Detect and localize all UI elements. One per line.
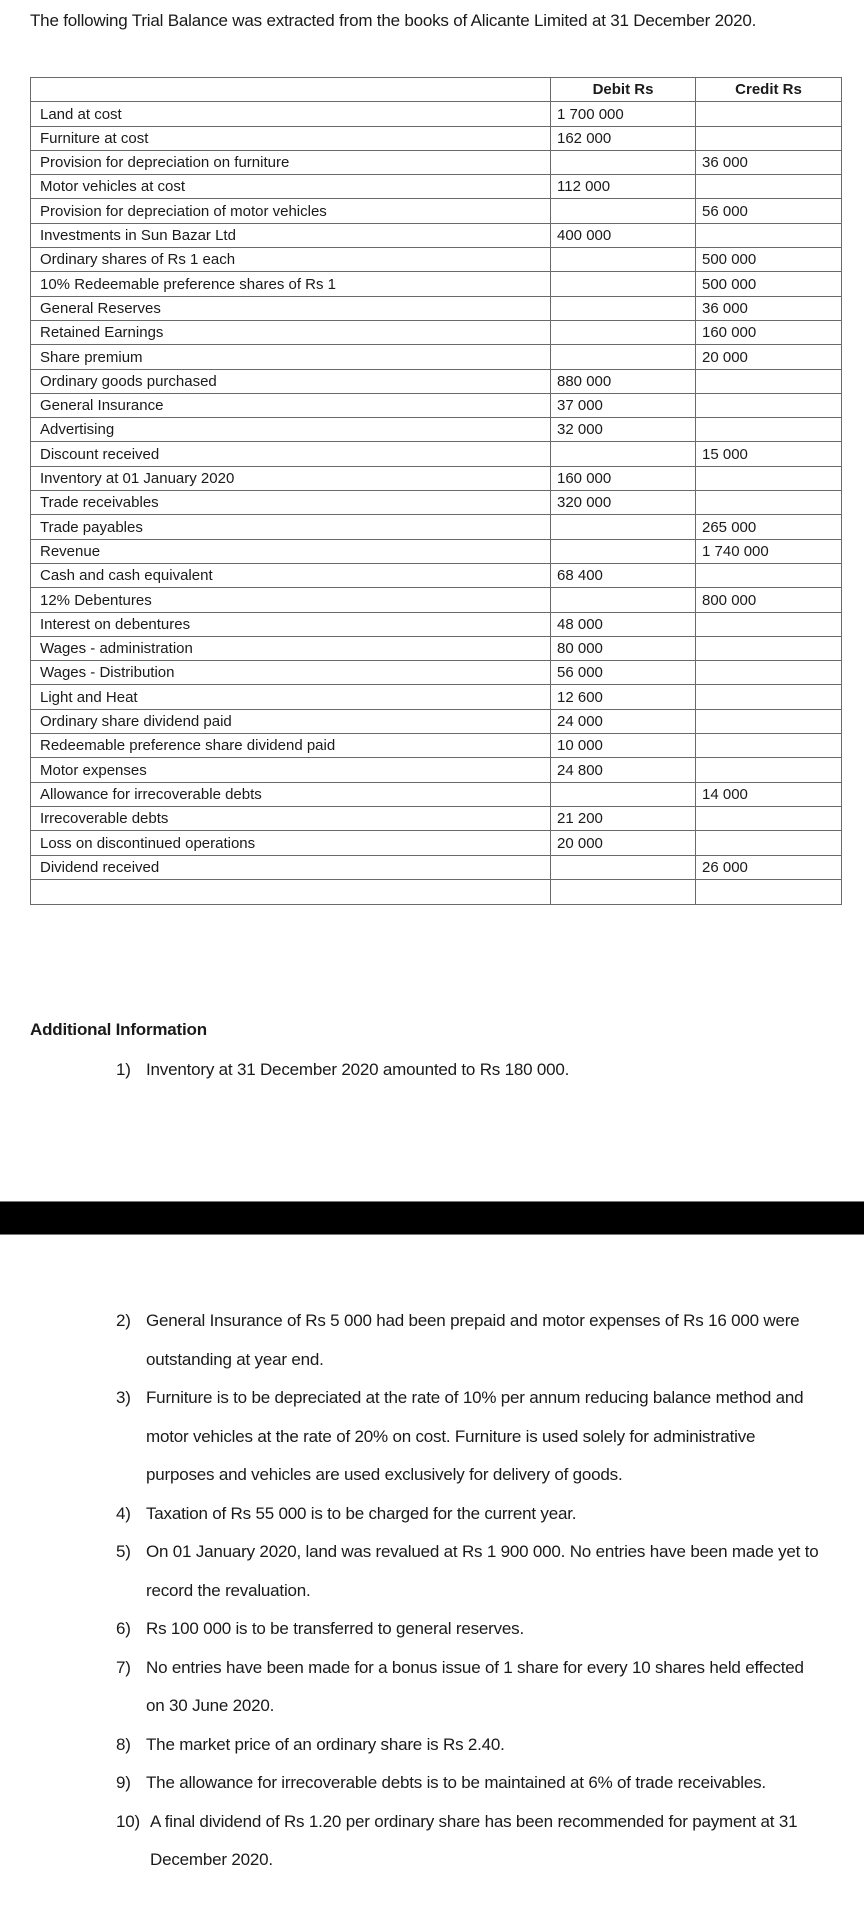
table-row [31, 150, 842, 174]
table-row [31, 612, 842, 636]
row-credit: 36 000 [696, 150, 842, 174]
item-number: 8) [116, 1734, 131, 1754]
row-debit [551, 272, 696, 296]
item-text: No entries have been made for a bonus issue of 1 share for every 10 shares held effected on 30 June 2020. [146, 1657, 804, 1715]
row-description: Ordinary goods purchased [31, 369, 551, 393]
row-credit [696, 223, 842, 247]
row-debit: 112 000 [551, 175, 696, 199]
table-row [31, 175, 842, 199]
row-description: Share premium [31, 345, 551, 369]
row-credit: 26 000 [696, 855, 842, 879]
table-row [31, 442, 842, 466]
row-credit [696, 661, 842, 685]
row-credit [696, 831, 842, 855]
row-description: Cash and cash equivalent [31, 563, 551, 587]
row-description: Land at cost [31, 102, 551, 126]
table-row [31, 248, 842, 272]
item-text: A final dividend of Rs 1.20 per ordinary share has been recommended for payment at 31 December 2020. [150, 1811, 798, 1869]
table-row [31, 102, 842, 126]
row-debit: 24 000 [551, 709, 696, 733]
row-credit: 160 000 [696, 320, 842, 344]
row-description: Furniture at cost [31, 126, 551, 150]
row-debit [551, 515, 696, 539]
row-debit [551, 345, 696, 369]
item-number: 7) [116, 1657, 131, 1677]
item-number: 9) [116, 1773, 131, 1792]
row-description: Advertising [31, 418, 551, 442]
header-credit: Credit Rs [696, 78, 842, 102]
row-debit [551, 296, 696, 320]
table-row [31, 199, 842, 223]
row-credit [696, 102, 842, 126]
header-debit: Debit Rs [551, 78, 696, 102]
table-row [31, 709, 842, 733]
table-row [31, 588, 842, 612]
row-description: 10% Redeemable preference shares of Rs 1 [31, 272, 551, 296]
additional-info-item [0, 1051, 826, 1090]
intro-paragraph: The following Trial Balance was extracted from the books of Alicante Limited at 31 December 2020. [30, 11, 757, 30]
row-description [31, 879, 551, 904]
table-row [31, 466, 842, 490]
additional-info-item [0, 1764, 826, 1803]
row-debit [551, 442, 696, 466]
row-description: Wages - administration [31, 636, 551, 660]
row-description: Motor vehicles at cost [31, 175, 551, 199]
row-debit [551, 879, 696, 904]
row-debit [551, 855, 696, 879]
row-description: Interest on debentures [31, 612, 551, 636]
row-credit [696, 709, 842, 733]
row-description: Loss on discontinued operations [31, 831, 551, 855]
row-debit: 12 600 [551, 685, 696, 709]
item-number: 6) [116, 1619, 131, 1638]
row-credit [696, 466, 842, 490]
item-text: On 01 January 2020, land was revalued at Rs 1 900 000. No entries have been made yet to record the revaluation. [146, 1542, 819, 1600]
additional-info-item [0, 1726, 826, 1765]
row-debit: 21 200 [551, 806, 696, 830]
row-description: Light and Heat [31, 685, 551, 709]
table-row [31, 515, 842, 539]
item-number: 2) [116, 1311, 131, 1330]
row-credit: 500 000 [696, 272, 842, 296]
table-row [31, 636, 842, 660]
row-description: 12% Debentures [31, 588, 551, 612]
item-text: Taxation of Rs 55 000 is to be charged for the current year. [146, 1503, 577, 1523]
table-row [31, 369, 842, 393]
trial-balance-body [31, 102, 842, 905]
table-row [31, 563, 842, 587]
row-debit [551, 320, 696, 344]
row-debit: 68 400 [551, 563, 696, 587]
row-description: Ordinary share dividend paid [31, 709, 551, 733]
table-row [31, 855, 842, 879]
table-row [31, 734, 842, 758]
row-credit [696, 612, 842, 636]
item-text: The allowance for irrecoverable debts is to be maintained at 6% of trade receivables. [146, 1773, 766, 1792]
row-credit [696, 126, 842, 150]
row-debit: 10 000 [551, 734, 696, 758]
item-text: Inventory at 31 December 2020 amounted to Rs 180 000. [146, 1060, 570, 1079]
additional-info-list-part-1 [0, 1051, 864, 1090]
table-row [31, 831, 842, 855]
additional-info-item [0, 1610, 826, 1649]
row-description: Investments in Sun Bazar Ltd [31, 223, 551, 247]
table-row [31, 126, 842, 150]
table-row [31, 345, 842, 369]
additional-info-item [0, 1649, 826, 1726]
table-row [31, 685, 842, 709]
row-debit [551, 248, 696, 272]
item-text: Furniture is to be depreciated at the rate of 10% per annum reducing balance method and motor vehicles at the rate of 20% on cost. Furniture is used solely for administrative purposes and vehicles are used exclusively for delivery of goods. [146, 1388, 804, 1484]
row-credit [696, 879, 842, 904]
row-debit: 32 000 [551, 418, 696, 442]
row-description: Irrecoverable debts [31, 806, 551, 830]
row-debit: 24 800 [551, 758, 696, 782]
row-credit: 15 000 [696, 442, 842, 466]
row-debit: 1 700 000 [551, 102, 696, 126]
table-row [31, 296, 842, 320]
row-description: Redeemable preference share dividend paid [31, 734, 551, 758]
row-debit: 400 000 [551, 223, 696, 247]
row-debit: 37 000 [551, 393, 696, 417]
row-credit [696, 685, 842, 709]
item-text: The market price of an ordinary share is Rs 2.40. [146, 1734, 505, 1754]
row-debit: 20 000 [551, 831, 696, 855]
row-credit [696, 393, 842, 417]
row-credit [696, 418, 842, 442]
row-credit: 1 740 000 [696, 539, 842, 563]
item-number: 5) [116, 1542, 131, 1561]
row-description: Motor expenses [31, 758, 551, 782]
item-text: General Insurance of Rs 5 000 had been prepaid and motor expenses of Rs 16 000 were outstanding at year end. [146, 1311, 800, 1369]
row-description: Revenue [31, 539, 551, 563]
table-row [31, 806, 842, 830]
table-row [31, 320, 842, 344]
table-row [31, 393, 842, 417]
table-row [31, 418, 842, 442]
trial-balance-table [30, 77, 842, 905]
row-debit [551, 150, 696, 174]
row-credit [696, 175, 842, 199]
additional-info-item [0, 1302, 826, 1379]
table-row [31, 223, 842, 247]
row-debit: 320 000 [551, 491, 696, 515]
table-row [31, 758, 842, 782]
table-row [31, 539, 842, 563]
row-credit: 265 000 [696, 515, 842, 539]
row-credit [696, 734, 842, 758]
row-debit [551, 782, 696, 806]
row-credit: 20 000 [696, 345, 842, 369]
table-row [31, 879, 842, 904]
row-description: Allowance for irrecoverable debts [31, 782, 551, 806]
row-debit: 880 000 [551, 369, 696, 393]
item-number: 1) [116, 1060, 131, 1079]
row-description: Ordinary shares of Rs 1 each [31, 248, 551, 272]
additional-info-list-part-2 [0, 1302, 864, 1880]
row-credit: 800 000 [696, 588, 842, 612]
row-description: Dividend received [31, 855, 551, 879]
row-description: Provision for depreciation of motor vehicles [31, 199, 551, 223]
row-credit: 500 000 [696, 248, 842, 272]
row-debit [551, 588, 696, 612]
additional-info-item [0, 1803, 830, 1880]
row-credit: 56 000 [696, 199, 842, 223]
row-description: Retained Earnings [31, 320, 551, 344]
additional-information-heading: Additional Information [30, 1020, 207, 1039]
row-debit: 80 000 [551, 636, 696, 660]
row-debit: 160 000 [551, 466, 696, 490]
item-number: 3) [116, 1388, 131, 1407]
row-credit [696, 758, 842, 782]
row-credit [696, 369, 842, 393]
additional-info-item [0, 1495, 826, 1534]
table-row [31, 661, 842, 685]
row-description: General Insurance [31, 393, 551, 417]
row-credit [696, 636, 842, 660]
row-description: Wages - Distribution [31, 661, 551, 685]
row-debit: 48 000 [551, 612, 696, 636]
row-debit: 162 000 [551, 126, 696, 150]
row-credit [696, 806, 842, 830]
row-credit [696, 491, 842, 515]
additional-info-item [0, 1533, 826, 1610]
row-credit: 36 000 [696, 296, 842, 320]
redaction-bar [0, 1201, 864, 1235]
item-number: 10) [116, 1811, 140, 1831]
row-credit [696, 563, 842, 587]
table-row [31, 782, 842, 806]
header-description [31, 78, 551, 102]
row-debit: 56 000 [551, 661, 696, 685]
row-description: Trade receivables [31, 491, 551, 515]
table-header-row [31, 78, 842, 102]
additional-info-item [0, 1379, 826, 1495]
table-row [31, 491, 842, 515]
row-debit [551, 199, 696, 223]
row-description: Provision for depreciation on furniture [31, 150, 551, 174]
row-description: Inventory at 01 January 2020 [31, 466, 551, 490]
row-description: Discount received [31, 442, 551, 466]
row-credit: 14 000 [696, 782, 842, 806]
row-description: Trade payables [31, 515, 551, 539]
row-debit [551, 539, 696, 563]
table-row [31, 272, 842, 296]
item-text: Rs 100 000 is to be transferred to general reserves. [146, 1619, 524, 1638]
row-description: General Reserves [31, 296, 551, 320]
item-number: 4) [116, 1503, 131, 1523]
